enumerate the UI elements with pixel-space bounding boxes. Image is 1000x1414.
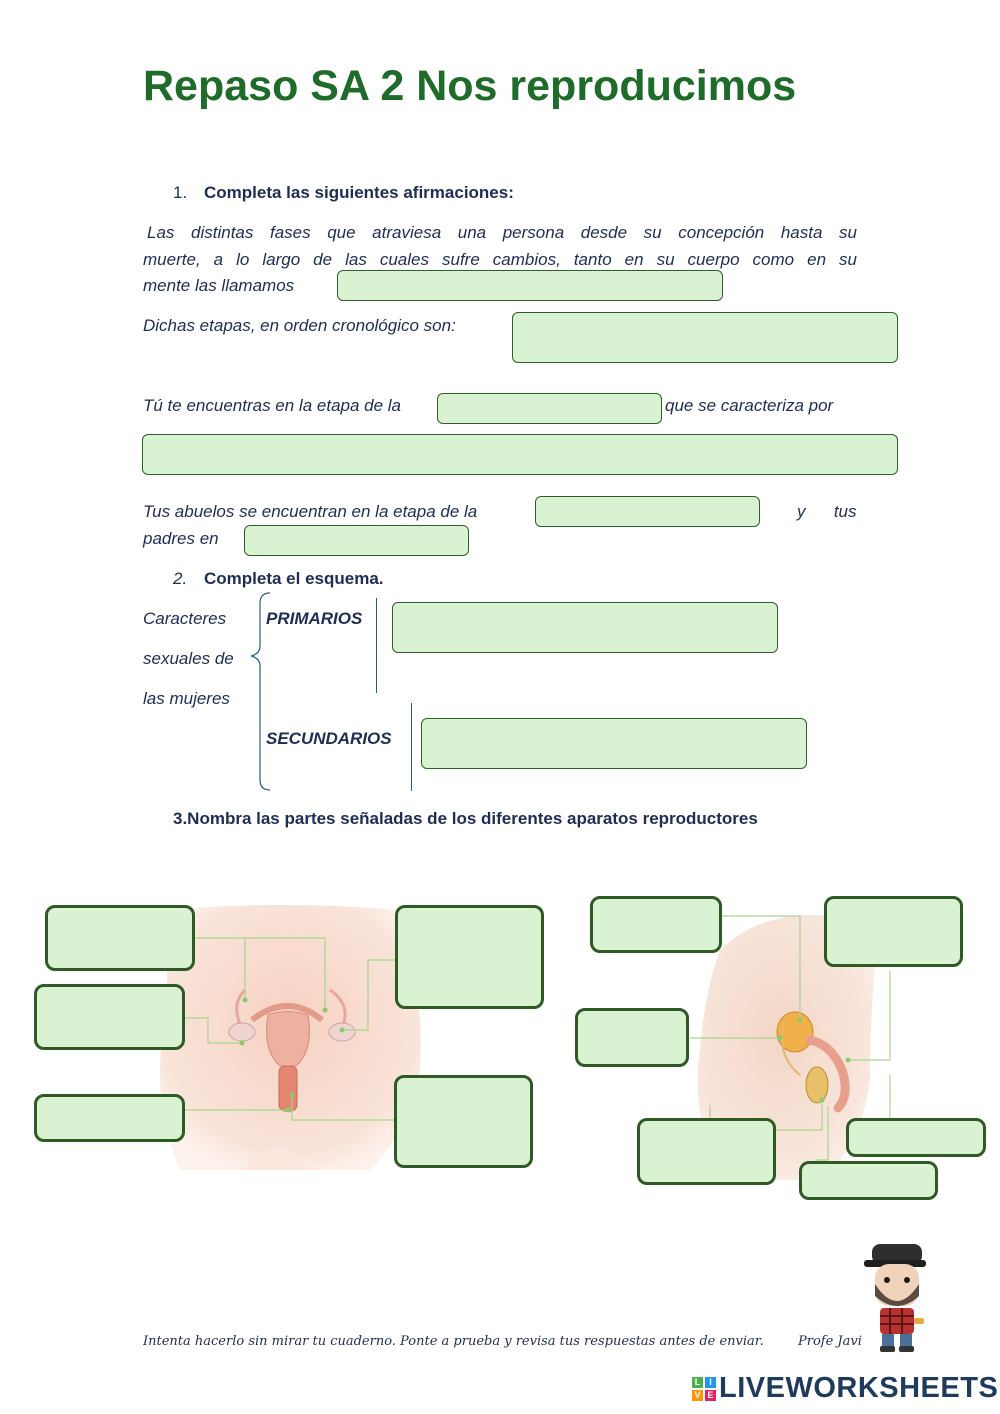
scheme-label-line-1: Caracteres [143, 609, 227, 628]
grandparents-prompt: Tus abuelos se encuentran en la etapa de la [143, 502, 478, 521]
question-1-number: 1. [173, 183, 188, 202]
answer-field-primary-characters[interactable] [392, 602, 778, 653]
paragraph-line-2: muerte, a lo largo de las cuales sufre cambios, tanto en su cuerpo como en su [143, 250, 857, 269]
question-2-heading: Completa el esquema. [204, 569, 384, 588]
answer-field-stages-order[interactable] [512, 312, 898, 363]
paragraph-line-3: mente las llamamos [143, 276, 295, 295]
scheme-label-line-3: las mujeres [143, 689, 230, 708]
answer-female-part-4[interactable] [395, 905, 544, 1009]
stages-prompt: Dichas etapas, en orden cronológico son: [143, 316, 456, 335]
vagina-icon [279, 1066, 297, 1111]
answer-female-part-1[interactable] [45, 905, 195, 971]
answer-female-part-3[interactable] [34, 1094, 185, 1142]
footer-author: Profe Javi [798, 1334, 862, 1349]
answer-male-part-1[interactable] [590, 896, 722, 953]
liveworksheets-logo-icon: L I V E [692, 1377, 716, 1401]
uterus-icon [267, 1012, 310, 1067]
secondary-label: SECUNDARIOS [266, 729, 392, 748]
answer-male-part-2[interactable] [824, 896, 963, 967]
answer-male-part-4[interactable] [637, 1118, 776, 1185]
page-title: Repaso SA 2 Nos reproducimos [143, 62, 797, 110]
question-1-heading: Completa las siguientes afirmaciones: [204, 183, 514, 202]
parents-prompt: padres en [143, 529, 219, 548]
answer-male-part-5[interactable] [846, 1118, 986, 1157]
answer-field-characteristics[interactable] [142, 434, 898, 475]
and-your-text: y tus [797, 502, 857, 521]
teacher-avatar [858, 1238, 934, 1356]
answer-field-parents-stage[interactable] [244, 525, 469, 556]
answer-field-grandparents-stage[interactable] [535, 496, 760, 527]
your-stage-prompt: Tú te encuentras en la etapa de la [143, 396, 402, 415]
answer-female-part-5[interactable] [394, 1075, 533, 1168]
characterized-prompt: que se caracteriza por [665, 396, 834, 415]
paragraph-line-1: Las distintas fases que atraviesa una persona desde su concepción hasta su [147, 223, 857, 242]
scheme-label-line-2: sexuales de [143, 649, 234, 668]
answer-male-part-6[interactable] [799, 1161, 938, 1200]
testicle-icon [806, 1067, 828, 1103]
answer-field-secondary-characters[interactable] [421, 718, 807, 769]
answer-female-part-2[interactable] [34, 984, 185, 1050]
answer-field-your-stage[interactable] [437, 393, 662, 424]
question-2-number: 2. [173, 569, 188, 588]
divider-primary [376, 598, 377, 693]
avatar-shirt [880, 1308, 914, 1334]
answer-male-part-3[interactable] [575, 1008, 689, 1067]
footer-note: Intenta hacerlo sin mirar tu cuaderno. Ponte a prueba y revisa tus respuestas antes de enviar. [143, 1334, 764, 1349]
divider-secondary [411, 703, 412, 791]
answer-field-life-stages[interactable] [337, 270, 723, 301]
left-ovary-icon [229, 1023, 255, 1041]
liveworksheets-brand: LIVEWORKSHEETS [719, 1372, 999, 1404]
question-3-heading: 3.Nombra las partes señaladas de los diferentes aparatos reproductores [173, 809, 758, 828]
primary-label: PRIMARIOS [266, 609, 363, 628]
